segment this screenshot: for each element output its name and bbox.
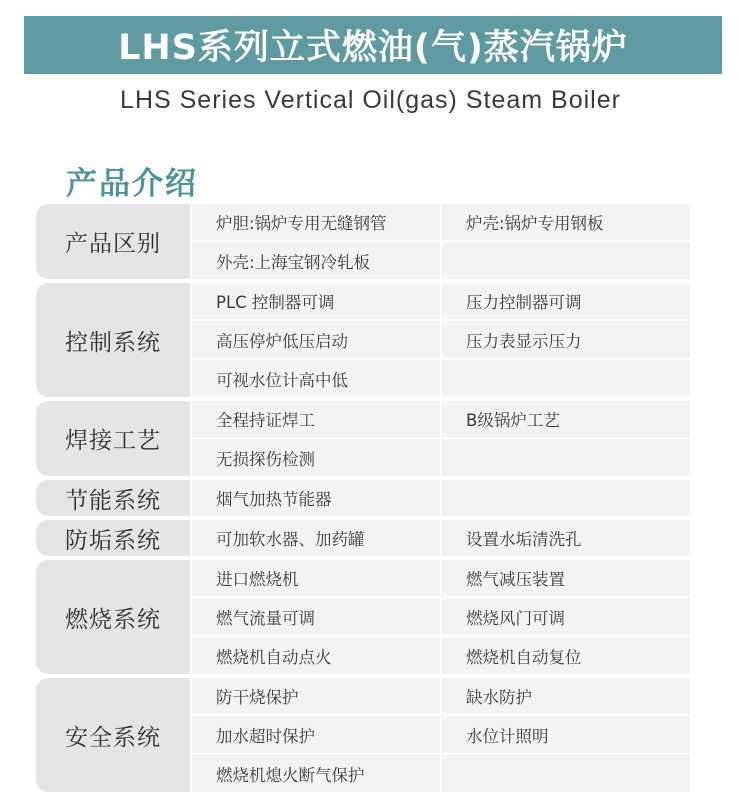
table-cell: 燃烧机自动复位 <box>440 637 690 674</box>
table-cell: PLC 控制器可调 <box>190 283 440 319</box>
table-cell: 进口燃烧机 <box>190 560 440 596</box>
table-cell: 炉壳:锅炉专用钢板 <box>440 204 690 240</box>
table-cell: 燃烧风门可调 <box>440 598 690 635</box>
table-cell <box>440 439 690 476</box>
table-cell: B级锅炉工艺 <box>440 401 690 437</box>
table-cell: 燃烧机熄火断气保护 <box>190 755 440 792</box>
feature-group <box>36 204 690 279</box>
table-cell: 设置水垢清洗孔 <box>440 520 690 556</box>
feature-group <box>36 401 690 476</box>
table-row <box>190 714 690 753</box>
table-row <box>190 635 690 674</box>
table-row <box>190 240 690 279</box>
group-title: 防垢系统 <box>36 520 190 556</box>
table-cell: 防干烧保护 <box>190 678 440 714</box>
table-cell: 可视水位计高中低 <box>190 360 440 397</box>
table-cell: 水位计照明 <box>440 716 690 753</box>
group-rows <box>190 401 690 476</box>
table-row <box>190 204 690 240</box>
group-rows <box>190 480 690 516</box>
table-cell: 压力控制器可调 <box>440 283 690 319</box>
table-row <box>190 753 690 792</box>
group-title: 节能系统 <box>36 480 190 516</box>
table-cell <box>440 480 690 516</box>
group-rows <box>190 678 690 792</box>
group-rows <box>190 283 690 397</box>
table-row <box>190 560 690 596</box>
table-cell <box>440 360 690 397</box>
table-row <box>190 678 690 714</box>
english-subtitle: LHS Series Vertical Oil(gas) Steam Boiler <box>120 86 621 114</box>
table-cell: 可加软水器、加药罐 <box>190 520 440 556</box>
table-row <box>190 319 690 358</box>
feature-group <box>36 283 690 397</box>
table-cell: 烟气加热节能器 <box>190 480 440 516</box>
table-cell: 燃气减压装置 <box>440 560 690 596</box>
table-cell: 外壳:上海宝钢冷轧板 <box>190 242 440 279</box>
table-cell: 加水超时保护 <box>190 716 440 753</box>
table-row <box>190 480 690 516</box>
table-row <box>190 437 690 476</box>
title-banner <box>24 16 722 74</box>
banner-title: LHS系列立式燃油(气)蒸汽锅炉 <box>118 28 628 68</box>
group-title: 控制系统 <box>36 283 190 397</box>
feature-table <box>36 204 690 796</box>
table-cell <box>440 755 690 792</box>
feature-group <box>36 678 690 792</box>
feature-group <box>36 480 690 516</box>
section-heading: 产品介绍 <box>66 166 198 202</box>
table-cell: 无损探伤检测 <box>190 439 440 476</box>
table-row <box>190 596 690 635</box>
group-title: 产品区别 <box>36 204 190 279</box>
table-cell <box>440 242 690 279</box>
table-cell: 压力表显示压力 <box>440 321 690 358</box>
group-title: 焊接工艺 <box>36 401 190 476</box>
feature-group <box>36 560 690 674</box>
table-cell: 燃气流量可调 <box>190 598 440 635</box>
table-row <box>190 358 690 397</box>
table-cell: 缺水防护 <box>440 678 690 714</box>
table-cell: 燃烧机自动点火 <box>190 637 440 674</box>
table-cell: 炉胆:锅炉专用无缝钢管 <box>190 204 440 240</box>
group-title: 安全系统 <box>36 678 190 792</box>
table-cell: 全程持证焊工 <box>190 401 440 437</box>
table-cell: 高压停炉低压启动 <box>190 321 440 358</box>
group-rows <box>190 204 690 279</box>
table-row <box>190 401 690 437</box>
group-rows <box>190 560 690 674</box>
table-row <box>190 520 690 556</box>
group-rows <box>190 520 690 556</box>
group-title: 燃烧系统 <box>36 560 190 674</box>
table-row <box>190 283 690 319</box>
feature-group <box>36 520 690 556</box>
